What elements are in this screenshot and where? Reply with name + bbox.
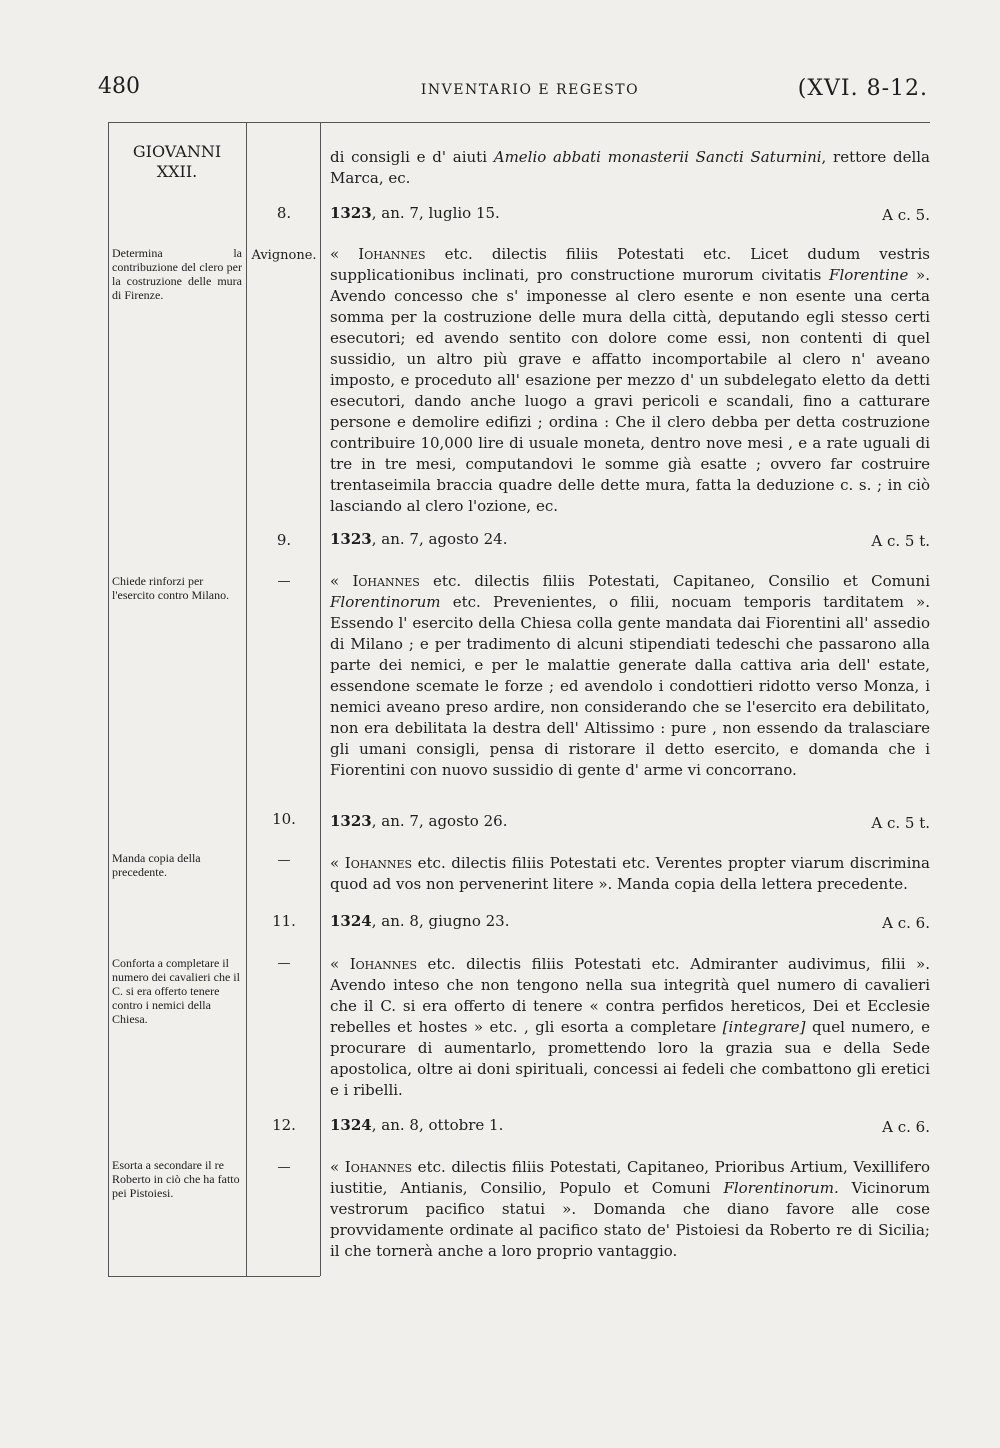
left-column-rule — [108, 122, 109, 1276]
entry-header: 1323, an. 7, agosto 26. A c. 5 t. — [330, 812, 930, 832]
entry-header: 1323, an. 7, luglio 15. A c. 5. — [330, 204, 930, 224]
pope-heading — [112, 142, 242, 182]
entry-header: 1324, an. 8, giugno 23. A c. 6. — [330, 912, 930, 932]
entry-header: 1323, an. 7, agosto 24. A c. 5 t. — [330, 530, 930, 550]
entry-summary: Manda copia della precedente. — [112, 851, 201, 879]
entry-place: Avignone. — [251, 248, 317, 263]
pope-numeral: XXII. — [156, 162, 198, 181]
entry-number: 9. — [276, 531, 292, 549]
entry-number: 12. — [272, 1116, 296, 1134]
pope-name: GIOVANNI — [132, 142, 222, 161]
entry-place: — — [277, 853, 291, 868]
entry-summary: Determina la contribuzione del clero per la costruzione delle mura di Firenze. — [112, 246, 242, 302]
header-rule — [108, 122, 930, 123]
archive-reference: A c. 5 t. — [871, 814, 930, 832]
entry-number: 10. — [272, 810, 296, 828]
archive-reference: A c. 5. — [882, 206, 930, 224]
section-reference: (XVI. 8-12. — [797, 76, 928, 101]
continuation-text: di consigli e d' aiuti Amelio abbati monasterii Sancti Saturnini, rettore della Marca, ec. — [330, 148, 930, 187]
entry-text: « Iohannes etc. dilectis filiis Potestati etc. Verentes propter viarum discrimina quod ad vos non pervenerint litere ». Manda copia della lettera precedente. — [330, 854, 930, 893]
entry-text: « Iohannes etc. dilectis filiis Potestati, Capitaneo, Consilio et Comuni Florentinorum etc. Prevenientes, o filii, nocuam temporis tarditatem ». Essendo l' esercito della Chiesa colla gente mandata dai Fiorentini all' assedio di Milano ; e per tradimento di alcuni stipendiati tedeschi che passarono alla parte dei nemici, e per le malattie generate dalla cattiva aria dell' estate, essendone scemate le forze ; ed avendolo i condottieri ridotto verso Monza, i nemici aveano preso ardire, non considerando che se l'esercito era debilitato, non era debilitata la destra dell' Altissimo : pure , non essendo da tralasciare gli umani consigli, pensa di ristorare il detto esercito, e domanda che i Fiorentini con nuovo sussidio di gente d' arme vi concorrano. — [330, 572, 930, 779]
entry-summary: Chiede rinforzi per l'esercito contro Milano. — [112, 574, 230, 602]
page-number: 480 — [98, 74, 140, 99]
running-title: INVENTARIO E REGESTO — [420, 82, 640, 98]
entry-text: « Iohannes etc. dilectis filiis Potestati etc. Licet dudum vestris supplicationibus inclinati, pro constructione murorum civitatis Florentine ». Avendo concesso che s' imponesse al clero esente e non esente una certa somma per la costruzione delle mura della città, deputando egli stesso certi esecutori; ed avendo sentito con dolore come essi, non contenti di quel sussidio, un altro più grave e affatto incomportabile al clero n' aveano imposto, e proceduto all' esazione per mezzo d' un subdelegato eletto da detti esecutori, dando anche luogo a gravi pericoli e scandali, fino a catturare persone e demolire edifizi ; ordina : Che il clero debba per detta costruzione contribuire 10,000 lire di usuale moneta, dentro nove mesi , e a rate uguali di tre in tre mesi, computandovi le somme già esatte ; ovvero far costruire trentaseimila braccia quadre delle dette mura, fatta la deduzione c. s. ; in ciò lasciando al clero l'ozione, ec. — [330, 245, 931, 515]
entry-place: — — [277, 956, 291, 971]
entry-number: 8. — [276, 204, 292, 222]
entry-summary: Conforta a completare il numero dei cavalieri che il C. si era offerto tenere contro i nemici della Chiesa. — [112, 956, 240, 1026]
entry-number: 11. — [272, 912, 296, 930]
footer-rule — [108, 1276, 320, 1277]
archive-reference: A c. 6. — [882, 914, 930, 932]
number-column-rule — [320, 122, 321, 1276]
entry-place: — — [277, 1160, 291, 1175]
summary-column-rule — [246, 122, 247, 1276]
archive-reference: A c. 5 t. — [871, 532, 930, 550]
entry-header: 1324, an. 8, ottobre 1. A c. 6. — [330, 1116, 930, 1136]
entry-place: — — [277, 574, 291, 589]
entry-text: « Iohannes etc. dilectis filiis Potestati, Capitaneo, Prioribus Artium, Vexillifero iustitie, Antianis, Consilio, Populo et Comuni Florentinorum. Vicinorum vestrorum pacifico statui ». Domanda che diano favore alle cose provvidamente ordinate al pacifico stato de' Pistoiesi da Roberto re di Sicilia; il che tornerà anche a loro proprio vantaggio. — [330, 1158, 930, 1260]
entry-text: « Iohannes etc. dilectis filiis Potestati etc. Admiranter audivimus, filii ». Avendo inteso che non tengono nella sua integrità quel numero di cavalieri che il C. si era offerto di tenere « contra perfidos hereticos, Dei et Ecclesie rebelles et hostes » etc. , gli esorta a completare [integrare] quel numero, e procurare di aumentarlo, promettendo loro la grazia sua e della Sede apostolica, oltre ai doni spirituali, concessi ai fedeli che combattono gli eretici e i ribelli. — [330, 955, 930, 1099]
entry-summary: Esorta a secondare il re Roberto in ciò che ha fatto pei Pistoiesi. — [112, 1158, 240, 1200]
archive-reference: A c. 6. — [882, 1118, 930, 1136]
